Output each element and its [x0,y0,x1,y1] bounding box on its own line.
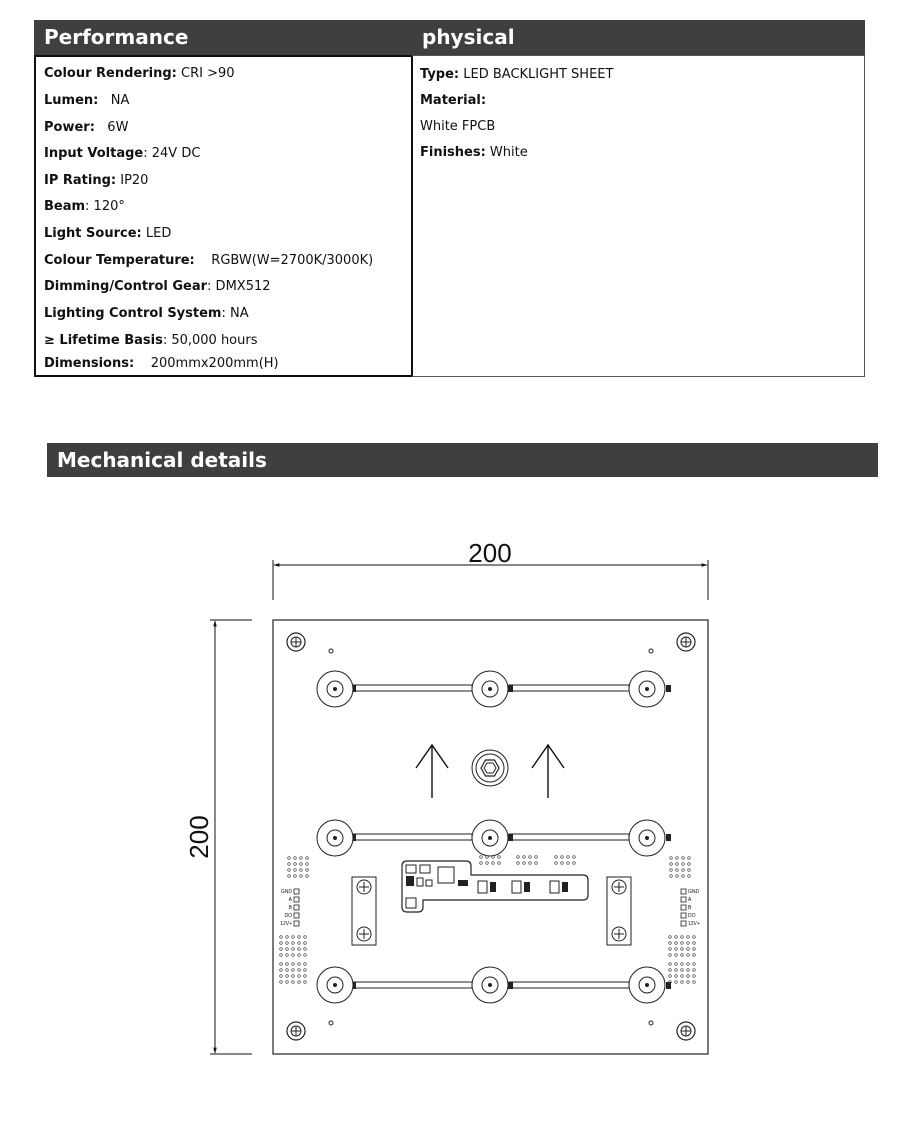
spec-row-light-source: Light Source: LED [44,226,172,241]
spec-row-input-voltage: Input Voltage: 24V DC [44,146,201,161]
spec-row-lumen: Lumen: NA [44,93,130,108]
spec-row-type: Type: LED BACKLIGHT SHEET [420,67,614,82]
hex-nut-icon [472,750,508,786]
spec-row-lighting-control: Lighting Control System: NA [44,306,249,321]
pin-label: DO [284,913,292,919]
pin-label: B [688,905,692,911]
mounting-bracket-left [352,877,376,945]
spec-row-colour-temperature: Colour Temperature: RGBW(W=2700K/3000K) [44,253,374,268]
spec-row-dimming: Dimming/Control Gear: DMX512 [44,279,271,294]
pin-label: A [288,897,292,903]
height-dimension [184,620,252,1054]
spec-row-dimensions: Dimensions: 200mmx200mm(H) [44,356,279,371]
pin-label: B [288,905,292,911]
pin-label: DO [688,913,696,919]
pin-label: GND [688,889,700,895]
pin-label: GND [280,889,292,895]
spec-row-beam: Beam: 120° [44,199,125,214]
height-dimension-label: 200 [184,815,214,859]
spec-row-material: Material: [420,93,487,108]
pin-label: A [688,897,692,903]
mechanical-header: Mechanical details [47,443,878,477]
spec-row-ip-rating: IP Rating: IP20 [44,173,149,188]
spec-row-finishes: Finishes: White [420,145,528,160]
spec-row-colour-rendering: Colour Rendering: CRI >90 [44,66,235,81]
spec-row-lifetime: ≥ Lifetime Basis: 50,000 hours [44,333,258,348]
width-dimension [273,538,708,600]
spec-row-power: Power: 6W [44,120,129,135]
pin-label: 12V+ [280,921,292,927]
performance-header: Performance [34,20,412,55]
spec-row-material-value: White FPCB [420,119,496,134]
physical-header: physical [412,20,865,55]
mounting-bracket-right [607,877,631,945]
width-dimension-label: 200 [468,538,512,568]
pin-label: 12V+ [688,921,700,927]
